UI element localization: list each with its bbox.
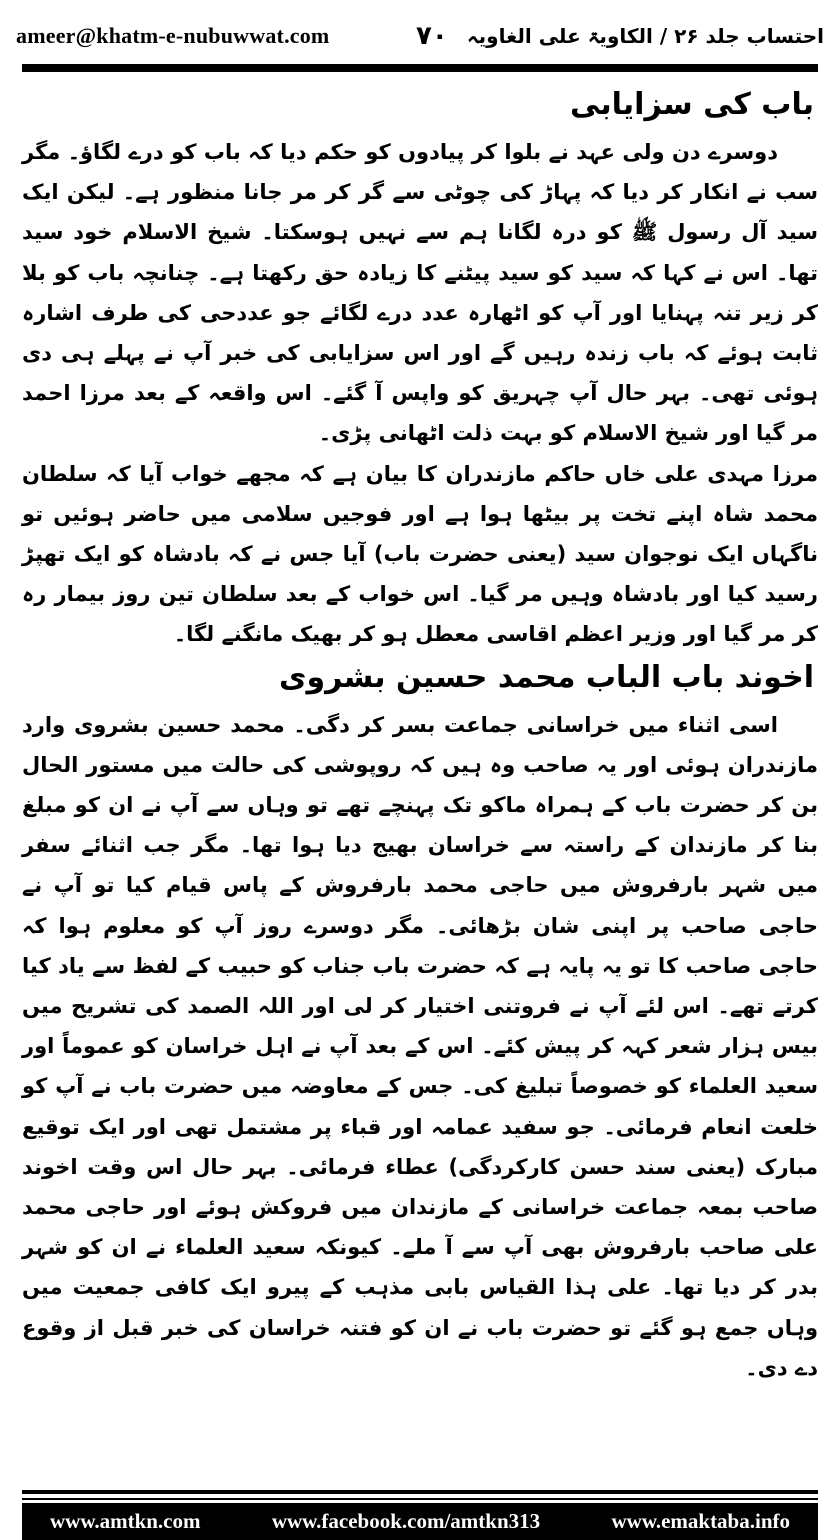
paragraph: مرزا مہدی علی خاں حاکم مازندران کا بیان ہے کہ مجھے خواب آیا کہ سلطان محمد شاہ اپنے تخت پر بیٹھا ہوا ہے اور فوجیں سلامی میں حاضر ہوئیں تو ناگہاں ایک نوجوان سید (یعنی حضرت باب) آیا جس نے کہ بادشاہ کو ایک تھپڑ رسید کیا اور بادشاہ وہیں مر گیا۔ اس خواب کے بعد سلطان تین روز بیمار رہ کر مر گیا اور وزیر اعظم اقاسی معطل ہو کر بھیک مانگنے لگا۔ bbox=[22, 461, 818, 647]
footer-rules bbox=[22, 1490, 818, 1500]
footer-link-amtkn[interactable]: www.amtkn.com bbox=[50, 1509, 201, 1533]
book-title: احتساب جلد ۲۶ / الکاویۃ علی الغاویہ bbox=[466, 24, 824, 48]
footer-rule-thick bbox=[22, 1490, 818, 1494]
section-heading-punishment: باب کی سزایابی bbox=[570, 87, 814, 122]
footer-bar bbox=[22, 1503, 818, 1540]
page-number: ۷۰ bbox=[416, 21, 448, 51]
header-email: ameer@khatm-e-nubuwwat.com bbox=[16, 23, 330, 48]
footer-rule-thin bbox=[22, 1498, 818, 1500]
footer-link-emaktaba[interactable]: www.emaktaba.info bbox=[611, 1509, 790, 1533]
paragraph: دوسرے دن ولی عہد نے بلوا کر پیادوں کو حکم دیا کہ باب کو درے لگاؤ۔ مگر سب نے انکار کر دیا کہ پہاڑ کی چوٹی سے گر کر مر جانا منظور ہے۔ لیکن ایک سید آل رسول ﷺ کو درہ لگانا ہم سے نہیں ہوسکتا۔ شیخ الاسلام خود سید تھا۔ اس نے کہا کہ سید کو سید پیٹنے کا زیادہ حق رکھتا ہے۔ چنانچہ باب کو بلا کر زیر تنہ پہنایا اور آپ کو اٹھارہ عدد درے لگائے جو عددحی کی طرف اشارہ ثابت ہوئے کہ باب زندہ رہیں گے اور اس سزایابی کی خبر آپ نے پہلے ہی دی ہوئی تھی۔ بہر حال آپ چہریق کو واپس آ گئے۔ اس واقعہ کے بعد مرزا احمد مر گیا اور شیخ الاسلام کو بہت ذلت اٹھانی پڑی۔ bbox=[22, 140, 818, 446]
footer-link-facebook[interactable]: www.facebook.com/amtkn313 bbox=[271, 1509, 541, 1533]
section-heading-bushrui: اخوند باب الباب محمد حسین بشروی bbox=[278, 659, 814, 695]
paragraph: اسی اثناء میں خراسانی جماعت بسر کر دگی۔ محمد حسین بشروی وارد مازندران ہوئی اور یہ صاحب وہ ہیں کہ روپوشی کی حالت میں مستور الحال بن کر حضرت باب کے ہمراہ ماکو تک پہنچے تھے تو وہاں سے آپ نے ان کو مبلغ بنا کر مازندان کے راستہ سے خراسان بھیج دیا ہوا تھا۔ مگر جب اثنائے سفر میں شہر بارفروش میں حاجی محمد بارفروش کے پاس قیام کیا تو آپ نے حاجی صاحب پر اپنی شان بڑھائی۔ مگر دوسرے روز آپ کو معلوم ہوا کہ حاجی صاحب کا تو یہ پایہ ہے کہ حضرت باب جناب کو حبیب کے لفظ سے یاد کیا کرتے تھے۔ اس لئے آپ نے فروتنی اختیار کر لی اور اللہ الصمد کی تشریح میں بیس ہزار شعر کہہ کر پیش کئے۔ اس کے بعد آپ نے اہل خراسان کو عموماً اور سعید العلماء کو خصوصاً تبلیغ کی۔ جس کے معاوضہ میں حضرت باب نے آپ کو خلعت انعام فرمائی۔ جو سفید عمامہ اور قباء پر مشتمل تھی اور ایک توقیع مبارک (یعنی سند حسن کارکردگی) عطاء فرمائی۔ بہر حال اس وقت اخوند صاحب بمعہ جماعت خراسانی کے مازندان میں فروکش ہوئے اور حاجی محمد علی صاحب بارفروش بھی آپ سے آ ملے۔ کیونکہ سعید العلماء نے ان کو شہر بدر کر دیا تھا۔ علی ہذا القیاس بابی مذہب کے پیرو ایک کافی جمعیت میں وہاں جمع ہو گئے تو حضرت باب نے ان کو فتنہ خراسان کی خبر قبل از وقوع دے دی۔ bbox=[22, 712, 818, 1380]
header-rule bbox=[22, 64, 818, 72]
page-content bbox=[22, 82, 818, 1388]
page-header bbox=[16, 18, 824, 54]
